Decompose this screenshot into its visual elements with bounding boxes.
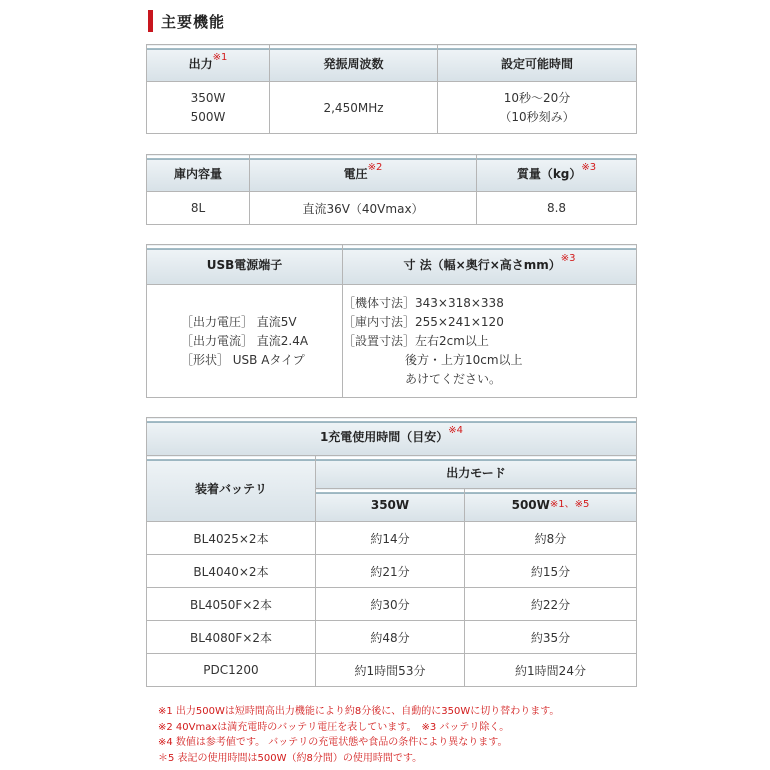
header-frequency: 発振周波数 <box>270 45 438 82</box>
cell-500w: 約8分 <box>465 522 637 555</box>
cell-350w: 約14分 <box>316 522 465 555</box>
header-output-mode: 出力モード <box>316 456 637 489</box>
note-mark: ※2 <box>367 161 383 173</box>
note-mark: ※3 <box>560 253 576 264</box>
spec-table-capacity <box>146 154 637 225</box>
table-row <box>147 621 637 654</box>
header-usb: USB電源端子 <box>147 245 343 285</box>
table-row <box>147 654 637 687</box>
cell-output: 350W 500W <box>147 82 270 134</box>
heading-accent-bar <box>148 10 153 32</box>
cell-500w: 約15分 <box>465 555 637 588</box>
header-voltage: 電圧$^{※2}$ <box>250 155 477 192</box>
footnote: ※1 出力500Wは短時間高出力機能により約8分後に、自動的に350Wに切り替わります。 <box>158 706 560 717</box>
cell-battery: BL4025×2本 <box>147 522 316 555</box>
heading-text: 主要機能 <box>161 12 226 31</box>
header-battery: 装着バッテリ <box>147 456 316 522</box>
cell-battery: BL4040×2本 <box>147 555 316 588</box>
cell-350w: 約48分 <box>316 621 465 654</box>
table-row <box>147 522 637 555</box>
cell-350w: 約1時間53分 <box>316 654 465 687</box>
header-mass: 質量（kg）$^{※3}$ <box>477 155 637 192</box>
header-350w: 350W <box>316 489 465 522</box>
cell-capacity: 8L <box>147 192 250 225</box>
header-output: 出力$^{※1}$ <box>147 45 270 82</box>
runtime-table <box>146 417 637 687</box>
cell-usb-specs: ［出力電圧］ 直流5V ［出力電流］ 直流2.4A ［形状］ USB Aタイプ <box>147 285 343 398</box>
cell-500w: 約1時間24分 <box>465 654 637 687</box>
cell-500w: 約35分 <box>465 621 637 654</box>
footnote: ※4 数値は参考値です。 バッテリの充電状態や食品の条件により異なります。 <box>158 737 508 748</box>
note-mark: ※1 <box>212 51 228 63</box>
header-runtime-title: 1充電使用時間（目安）$^{※4}$ <box>147 418 637 456</box>
header-500w: 500W$^{※1、※5}$ <box>465 489 637 522</box>
note-mark: ※4 <box>448 425 464 436</box>
cell-dimensions: ［機体寸法］343×318×338 ［庫内寸法］255×241×120 ［設置寸法］左右2cm以上 後方・上方10cm以上 あけてください。 <box>343 285 637 398</box>
section-heading <box>148 10 225 32</box>
cell-battery: PDC1200 <box>147 654 316 687</box>
header-capacity: 庫内容量 <box>147 155 250 192</box>
cell-frequency: 2,450MHz <box>270 82 438 134</box>
table-row <box>147 588 637 621</box>
footnotes <box>158 704 559 766</box>
note-mark: ※1、※5 <box>549 498 590 510</box>
spec-table-output <box>146 44 637 134</box>
cell-mass: 8.8 <box>477 192 637 225</box>
cell-350w: 約30分 <box>316 588 465 621</box>
footnote: ※2 40Vmaxは満充電時のバッテリ電圧を表しています。 ※3 バッテリ除く。 <box>158 721 510 733</box>
cell-battery: BL4080F×2本 <box>147 621 316 654</box>
cell-battery: BL4050F×2本 <box>147 588 316 621</box>
header-time: 設定可能時間 <box>438 45 637 82</box>
cell-350w: 約21分 <box>316 555 465 588</box>
table-row <box>147 555 637 588</box>
cell-time: 10秒〜20分 （10秒刻み） <box>438 82 637 134</box>
footnote: ＊5 表記の使用時間は500W（約8分間）の使用時間です。 <box>158 752 423 764</box>
note-mark: ※3 <box>581 161 597 173</box>
spec-table-usb-dimensions <box>146 244 637 398</box>
header-dimensions: 寸 法（幅×奥行×高さmm）$^{※3}$ <box>343 245 637 285</box>
cell-500w: 約22分 <box>465 588 637 621</box>
cell-voltage: 直流36V（40Vmax） <box>250 192 477 225</box>
